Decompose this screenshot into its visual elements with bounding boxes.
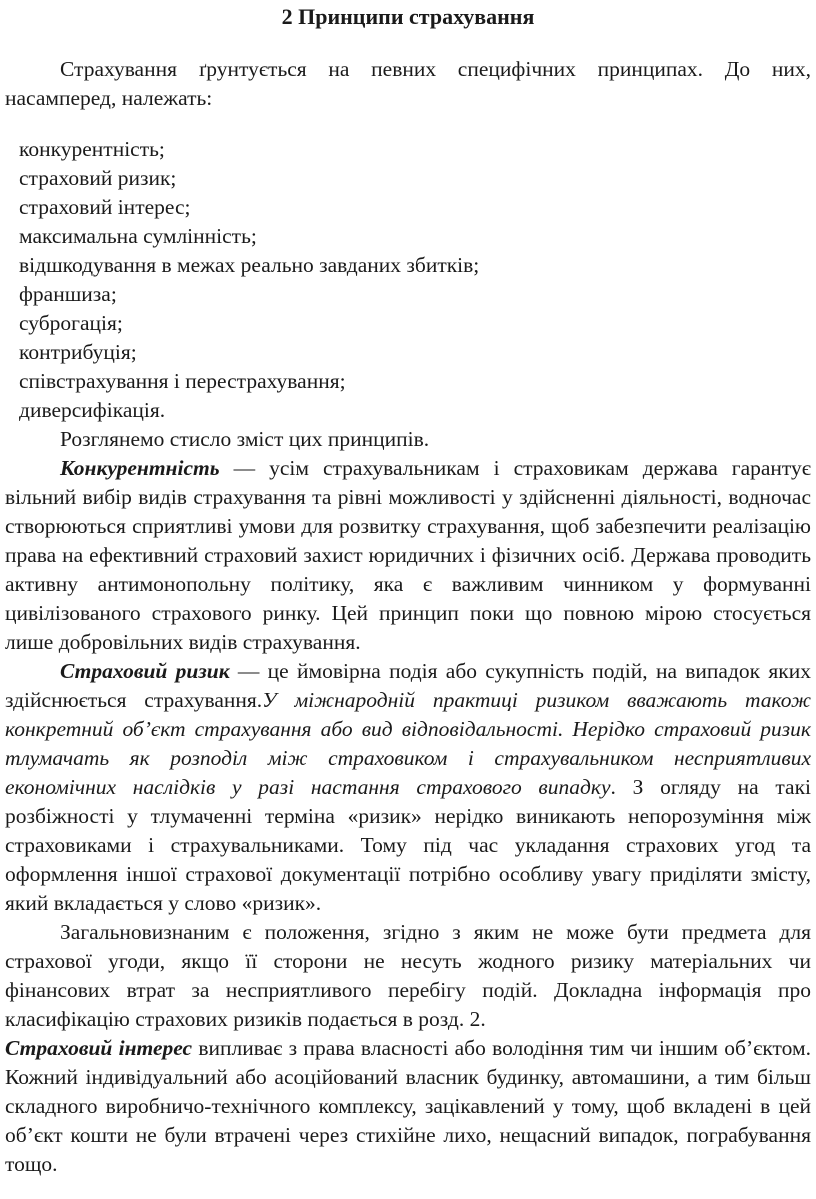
list-item: відшкодування в межах реально завданих збитків;: [19, 253, 480, 277]
section-title: 2 Принципи страхування: [281, 4, 535, 29]
list-item: конкурентність;: [19, 137, 165, 161]
interest-paragraph: [5, 1034, 811, 1179]
list-item: співстрахування і перестрахування;: [19, 369, 346, 393]
general-paragraph: Загальновизнаним є положення, згідно з яким не може бути предмета для страхової угоди, якщо її сторони не несуть жодного ризику матеріальних чи фінансових втрат за несприятливого перебігу подій. Докладна інформація про класифікацію страхових ризиків подається в розд. 2.: [5, 920, 811, 1031]
term-competition: Конкурентність: [60, 456, 220, 480]
term-risk: Страховий ризик: [60, 659, 230, 683]
competition-paragraph: [5, 454, 811, 657]
list-item: суброгація;: [19, 311, 123, 335]
list-item: франшиза;: [19, 282, 117, 306]
intro-paragraph: Страхування ґрунтується на певних специфічних принципах. До них, насамперед, належать:: [5, 57, 811, 110]
overview-paragraph: Розглянемо стисло зміст цих принципів.: [60, 427, 430, 451]
competition-text: — усім страхувальникам і страховикам держава гарантує вільний вибір видів страхування та рівні можливості у здійсненні діяльності, водночас створюються сприятливі умови для розвитку страхування, щоб забезпечити реалізацію права на ефективний страховий захист юридичних і фізичних осіб. Держава проводить активну антимонопольну політику, яка є важливим чинником у формуванні цивілізованого страхового ринку. Цей принцип поки що повною мірою стосується лише добровільних видів страхування.: [5, 456, 811, 654]
list-item: диверсифікація.: [19, 398, 166, 422]
term-interest: Страховий інтерес: [5, 1036, 193, 1060]
body-text: [5, 425, 811, 1179]
list-item: страховий ризик;: [19, 166, 177, 190]
list-item: контрибуція;: [19, 340, 137, 364]
list-item: максимальна сумлінність;: [19, 224, 257, 248]
risk-text: — це ймовірна подія або сукупність подій, на випадок яких здійснюється страхування.: [5, 659, 811, 712]
list-item: страховий інтерес;: [19, 195, 191, 219]
risk-paragraph: [5, 657, 811, 918]
risk-italic-text: У міжнародній практиці ризиком вважають також конкретний об’єкт страхування або вид відповідальності. Нерідко страховий ризик тлумачать як розподіл між страховиком і страхувальником несприятливих економічних наслідків у разі настання страхового випадку: [5, 688, 811, 799]
risk-text-continued: . З огляду на такі розбіжності у тлумаченні терміна «ризик» нерідко виникають непорозуміння між страховиками і страхувальниками. Тому під час укладання страхових угод та оформлення іншої страхової документації потрібно особливу увагу приділяти змісту, який вкладається у слово «ризик».: [5, 775, 811, 915]
interest-text: випливає з права власності або володіння тим чи іншим об’єктом. Кожний індивідуальний або асоційований власник будинку, автомашини, а тим більш складного виробничо-технічного комплексу, зацікавлений у тому, щоб вкладені в цей об’єкт кошти не були втрачені через стихійне лихо, нещасний випадок, пограбування тощо.: [5, 1036, 811, 1176]
principles-list: [19, 135, 479, 425]
